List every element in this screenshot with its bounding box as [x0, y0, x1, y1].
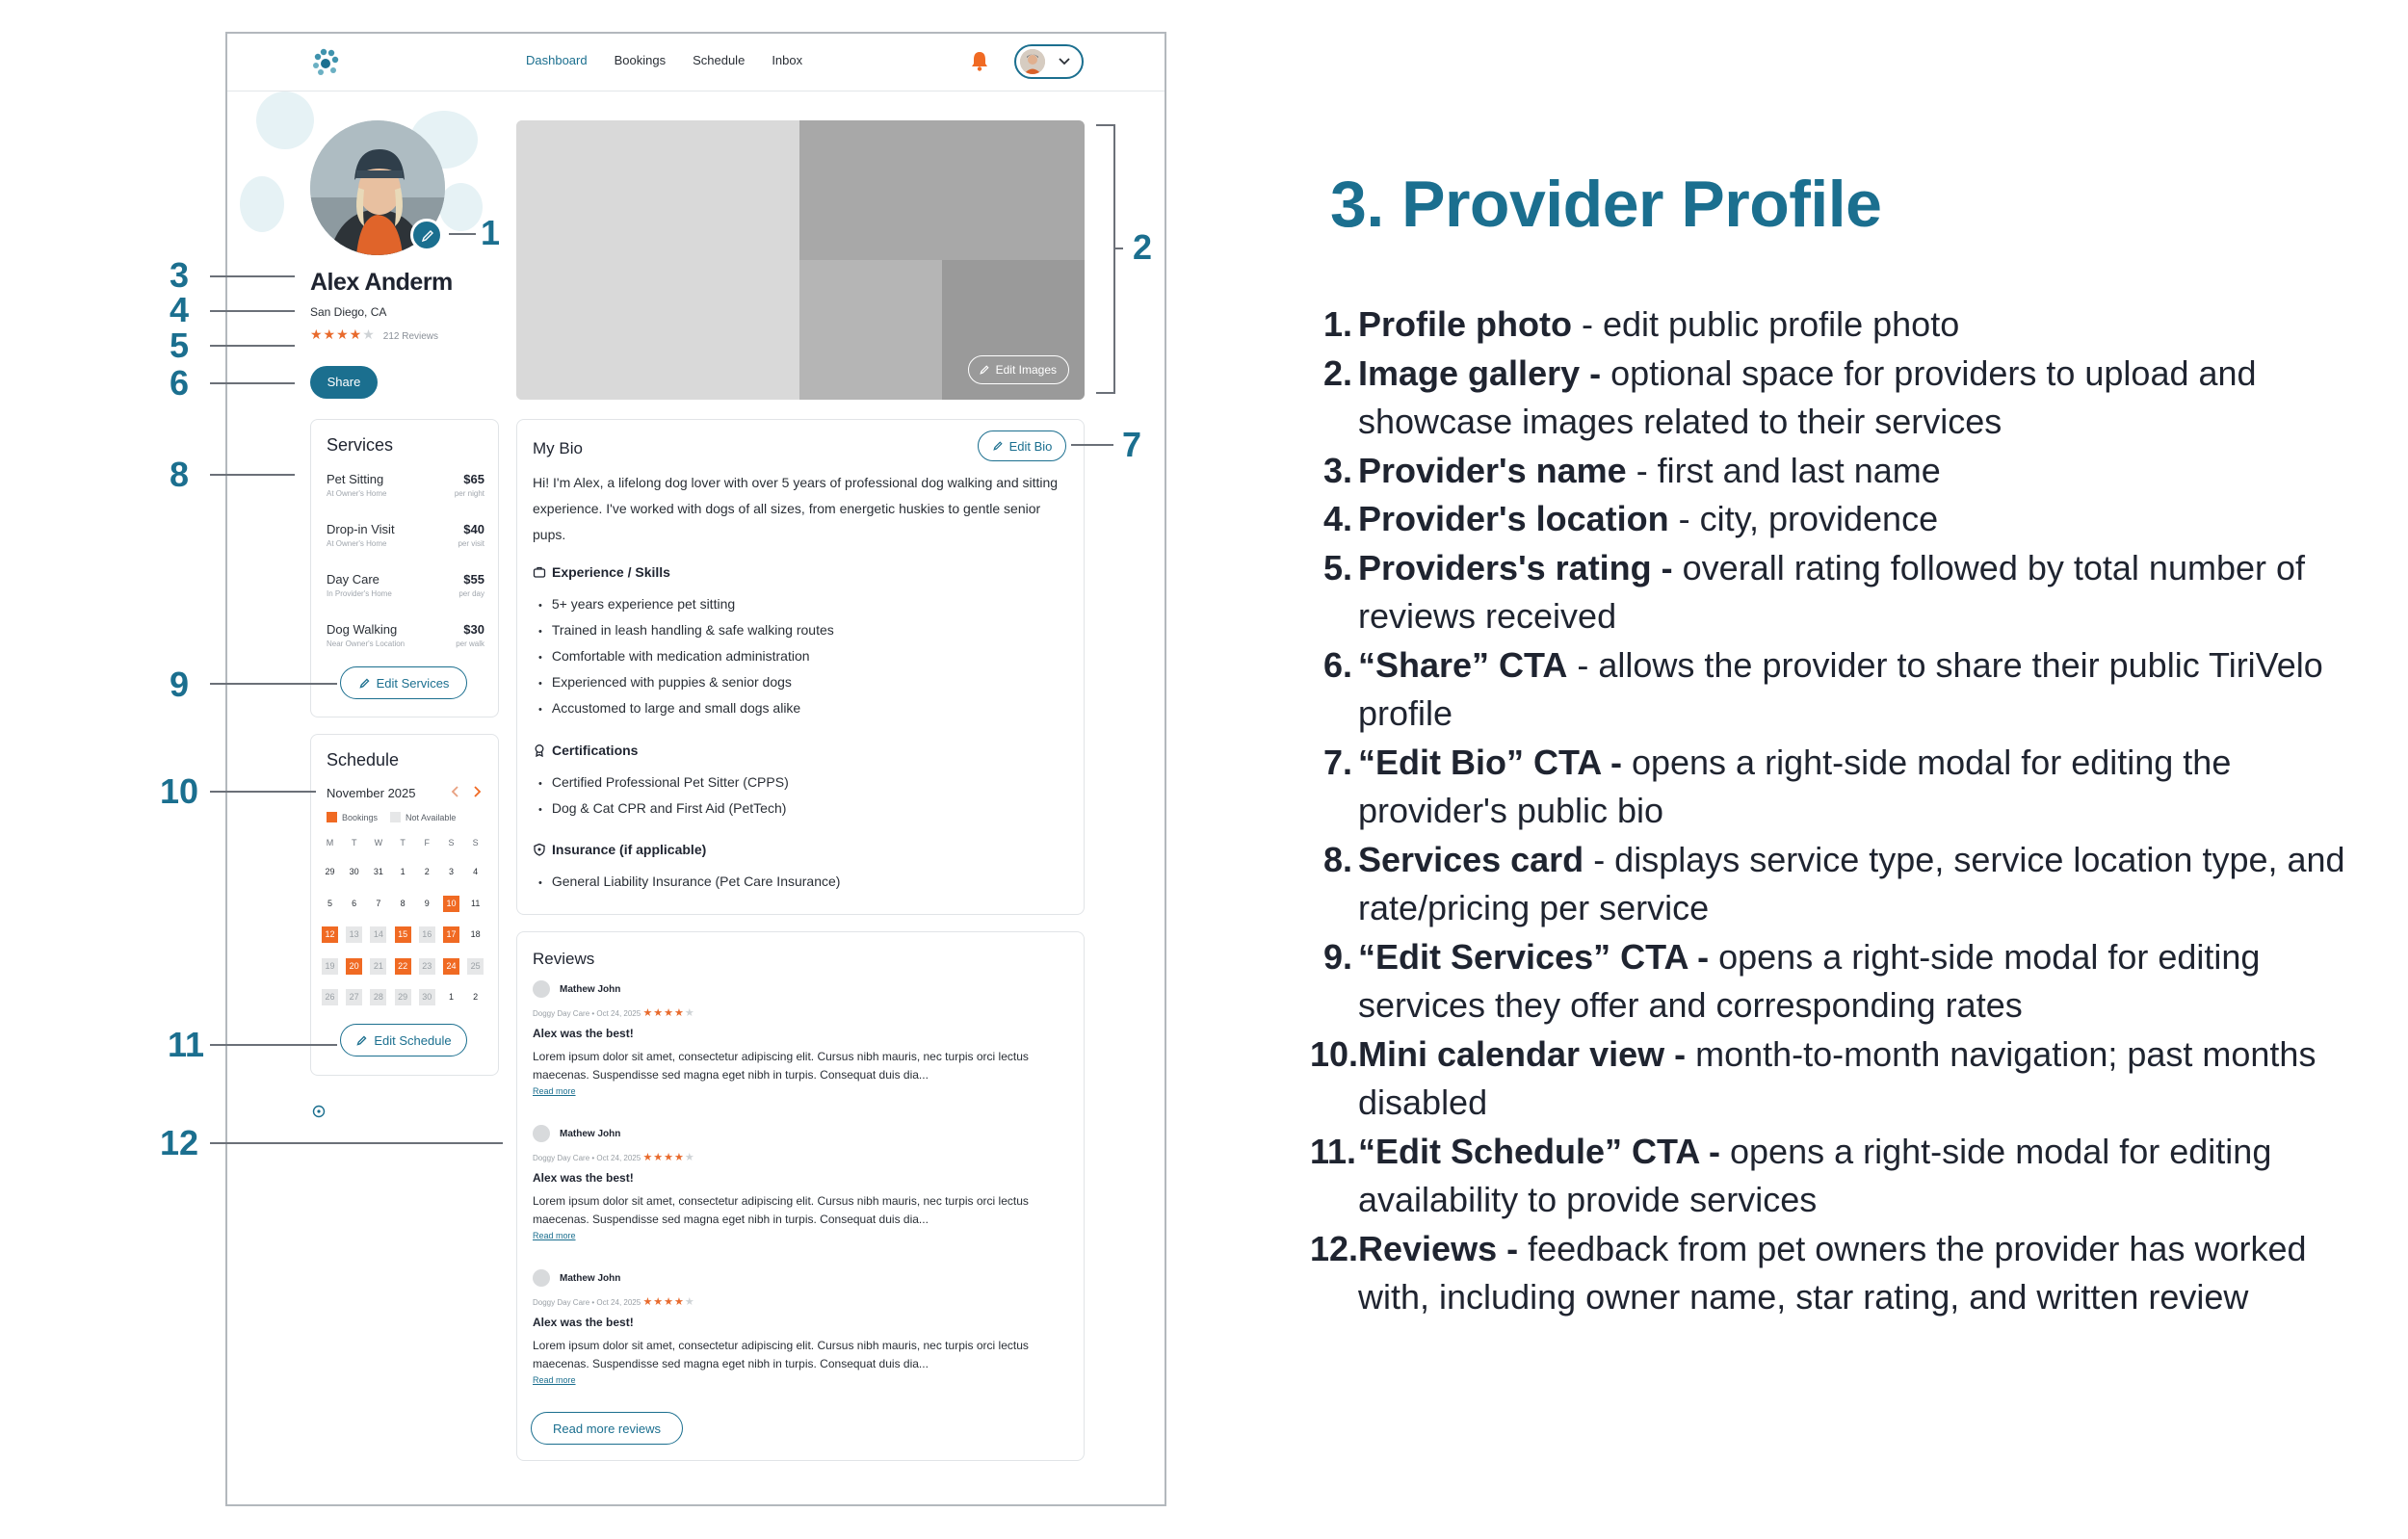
- cert-title: Certifications: [552, 743, 639, 758]
- callout-10: 10: [160, 771, 199, 811]
- callout-line: [210, 345, 295, 347]
- annotation-number: 8.: [1322, 839, 1352, 879]
- callout-line: [210, 1142, 503, 1144]
- insurance-heading: [533, 842, 706, 857]
- service-unit: per night: [454, 489, 484, 498]
- calendar-day[interactable]: 10: [443, 896, 459, 912]
- annotation-desc: opens a right-side modal for editing services they offer and corresponding rates: [1358, 936, 2261, 1025]
- share-button[interactable]: Share: [310, 366, 378, 399]
- provider-rating: [310, 326, 438, 343]
- callout-2: 2: [1133, 227, 1153, 267]
- calendar-day[interactable]: 16: [419, 926, 435, 943]
- annotation-term: “Edit Services” CTA -: [1358, 936, 1710, 977]
- annotation-list: [1310, 300, 2379, 1322]
- calendar-weekday: T: [400, 838, 406, 848]
- annotation-desc: optional space for providers to upload and showcase images related to their services: [1358, 352, 2257, 441]
- review-body: Lorem ipsum dolor sit amet, consectetur adipiscing elit. Cursus nibh mauris, nec turpis orci lectus maecenas. Suspendisse sed magna eget nibh in turpis. Consequat duis dia...: [533, 1339, 1029, 1370]
- experience-title: Experience / Skills: [552, 564, 670, 580]
- month-nav: [446, 783, 484, 800]
- reviewer-name: Mathew John: [560, 1128, 621, 1139]
- review-item: [533, 1269, 1070, 1385]
- bio-card: [516, 419, 1085, 915]
- calendar-weekday: F: [424, 838, 431, 848]
- pencil-icon: [355, 1034, 368, 1047]
- callout-line: [210, 791, 316, 793]
- review-meta: Doggy Day Care • Oct 24, 2025: [533, 1009, 641, 1018]
- annotation-number: 3.: [1322, 450, 1352, 490]
- rating-stars: ★★★★: [310, 326, 363, 342]
- bell-icon[interactable]: [969, 49, 990, 72]
- review-body: Lorem ipsum dolor sit amet, consectetur adipiscing elit. Cursus nibh mauris, nec turpis orci lectus maecenas. Suspendisse sed magna eget nibh in turpis. Consequat duis dia...: [533, 1050, 1029, 1082]
- service-location: At Owner's Home: [327, 539, 387, 548]
- legend-bookings: Bookings: [342, 812, 379, 822]
- annotation-item: [1310, 641, 2379, 739]
- chevron-left-icon: [453, 787, 458, 796]
- callout-8: 8: [170, 455, 190, 494]
- annotation-number: 12.: [1310, 1228, 1359, 1268]
- edit-schedule-label: Edit Schedule: [374, 1032, 452, 1048]
- list-item: • 5+ years experience pet sitting: [538, 591, 834, 617]
- callout-line: [1071, 444, 1113, 446]
- pencil-icon: [358, 677, 371, 690]
- list-item: • Accustomed to large and small dogs alike: [538, 695, 834, 721]
- annotation-desc: - allows the provider to share their public TiriVelo profile: [1358, 644, 2323, 733]
- annotation-number: 2.: [1322, 352, 1352, 393]
- gallery-image[interactable]: [799, 260, 942, 400]
- gallery-image[interactable]: [799, 120, 1085, 260]
- briefcase-icon: [533, 565, 546, 579]
- calendar-day[interactable]: 8: [400, 898, 406, 908]
- calendar-weekday: S: [448, 838, 455, 848]
- reviewer-avatar: [533, 1269, 550, 1287]
- edit-photo-button[interactable]: [410, 219, 443, 251]
- callout-line: [210, 310, 295, 312]
- pencil-icon: [992, 440, 1004, 452]
- edit-schedule-button[interactable]: [340, 1024, 467, 1056]
- annotation-term: Provider's location: [1358, 499, 1669, 538]
- annotation-number: 9.: [1322, 936, 1352, 977]
- service-unit: per walk: [456, 639, 484, 648]
- badge-icon: [533, 743, 546, 757]
- calendar-day[interactable]: 28: [370, 989, 386, 1005]
- callout-line: [210, 382, 295, 384]
- edit-services-label: Edit Services: [376, 675, 450, 691]
- cert-list: [538, 770, 789, 822]
- annotation-term: “Edit Bio” CTA -: [1358, 742, 1622, 782]
- annotation-desc: opens a right-side modal for editing the provider's public bio: [1358, 742, 2232, 830]
- ins-title: Insurance (if applicable): [552, 842, 707, 857]
- callout-line: [210, 474, 295, 476]
- callout-3: 3: [170, 255, 190, 295]
- pencil-icon: [420, 228, 435, 244]
- paw-decoration: [256, 91, 314, 149]
- edit-images-button[interactable]: [968, 355, 1069, 384]
- legend-na-swatch: [390, 812, 401, 822]
- annotation-desc: - displays service type, service location type, and rate/pricing per service: [1358, 839, 2345, 927]
- chevron-right-icon: [475, 787, 480, 796]
- service-item: [327, 572, 484, 598]
- service-price: $30: [463, 622, 484, 637]
- annotation-number: 7.: [1322, 742, 1352, 782]
- provider-location: San Diego, CA: [310, 305, 387, 319]
- annotation-desc: - edit public profile photo: [1571, 304, 1960, 344]
- callout-line: [210, 683, 337, 685]
- tirivelo-logo[interactable]: [310, 46, 341, 77]
- calendar-day[interactable]: 2: [473, 992, 479, 1002]
- service-location: At Owner's Home: [327, 489, 387, 498]
- nav-inbox[interactable]: Inbox: [772, 53, 803, 67]
- calendar-day[interactable]: 1: [400, 867, 406, 876]
- legend-na: Not Available: [406, 812, 457, 822]
- nav-schedule[interactable]: Schedule: [693, 53, 746, 67]
- annotation-number: 5.: [1322, 547, 1352, 587]
- calendar-day[interactable]: 5: [327, 898, 332, 908]
- service-location: In Provider's Home: [327, 589, 392, 598]
- annotation-number: 1.: [1322, 304, 1352, 344]
- calendar-day[interactable]: 12: [322, 926, 338, 943]
- calendar-day[interactable]: 20: [346, 958, 362, 975]
- annotation-term: Image gallery -: [1358, 352, 1602, 393]
- calendar-day[interactable]: 31: [373, 867, 383, 876]
- calendar-day[interactable]: 7: [376, 898, 381, 908]
- read-more-link[interactable]: Read more: [533, 1086, 576, 1096]
- annotation-desc: feedback from pet owners the provider has worked with, including owner name, star rating, and written review: [1358, 1228, 2307, 1317]
- review-star-empty: ★: [684, 1007, 695, 1019]
- calendar-month: November 2025: [327, 786, 416, 800]
- list-item: • General Liability Insurance (Pet Care Insurance): [538, 869, 840, 895]
- callout-12: 12: [160, 1123, 199, 1162]
- edit-services-button[interactable]: [340, 666, 467, 699]
- annotation-item: [1310, 739, 2379, 836]
- list-item: • Trained in leash handling & safe walking routes: [538, 617, 834, 643]
- service-price: $40: [463, 522, 484, 536]
- read-more-link[interactable]: Read more: [533, 1375, 576, 1385]
- calendar-legend: [327, 812, 456, 822]
- reviews-card: [516, 931, 1085, 1461]
- bio-text: Hi! I'm Alex, a lifelong dog lover with over 5 years of professional dog walking and sitting experience. I've worked with dogs of all sizes, from energetic huskies to gentle senior pups.: [533, 475, 1059, 542]
- gallery-bracket: [1096, 124, 1115, 394]
- calendar-weekday: M: [326, 838, 334, 848]
- help-icon[interactable]: [312, 1105, 326, 1118]
- service-price: $55: [463, 572, 484, 587]
- reviewer-name: Mathew John: [560, 983, 621, 995]
- calendar-day[interactable]: 18: [470, 929, 481, 939]
- gallery-image[interactable]: [516, 120, 799, 400]
- review-stars-filled: ★★★★: [642, 1296, 685, 1308]
- annotation-term: Profile photo: [1358, 304, 1572, 344]
- calendar-day[interactable]: 11: [471, 898, 481, 908]
- experience-list: [538, 591, 834, 721]
- read-more-reviews-button[interactable]: [531, 1412, 683, 1445]
- annotation-term: “Share” CTA: [1358, 644, 1568, 685]
- schedule-title: Schedule: [327, 750, 400, 770]
- calendar-weekday: T: [351, 838, 357, 848]
- annotation-item: [1310, 447, 2379, 496]
- paw-decoration: [439, 183, 483, 231]
- annotation-item: [1310, 933, 2379, 1030]
- calendar-day[interactable]: 29: [325, 867, 335, 876]
- calendar-day[interactable]: 29: [395, 989, 411, 1005]
- reviews-count[interactable]: 212 Reviews: [382, 331, 439, 342]
- review-body: Lorem ipsum dolor sit amet, consectetur adipiscing elit. Cursus nibh mauris, nec turpis orci lectus maecenas. Suspendisse sed magna eget nibh in turpis. Consequat duis dia...: [533, 1194, 1029, 1226]
- calendar-day[interactable]: 2: [424, 867, 430, 876]
- callout-line: [1115, 248, 1123, 249]
- calendar-weekday: S: [472, 838, 479, 848]
- calendar-day[interactable]: 19: [322, 958, 338, 975]
- reviewer-name: Mathew John: [560, 1272, 621, 1284]
- annotation-term: “Edit Schedule” CTA -: [1358, 1131, 1721, 1171]
- review-headline: Alex was the best!: [533, 1316, 634, 1329]
- callout-9: 9: [170, 665, 190, 704]
- calendar-day[interactable]: 6: [352, 898, 357, 908]
- provider-name: Alex Anderm: [310, 269, 453, 296]
- calendar-day[interactable]: 22: [395, 958, 411, 975]
- image-gallery[interactable]: [516, 120, 1085, 400]
- calendar-day[interactable]: 3: [448, 867, 454, 876]
- review-stars: [642, 1007, 694, 1019]
- service-unit: per day: [458, 589, 484, 598]
- service-name: Dog Walking: [327, 622, 398, 637]
- services-title: Services: [327, 435, 394, 455]
- annotation-desc: - city, providence: [1668, 499, 1939, 538]
- experience-heading: [533, 564, 670, 580]
- read-more-reviews-label: Read more reviews: [553, 1421, 661, 1436]
- annotation-number: 11.: [1310, 1131, 1357, 1171]
- calendar-day[interactable]: 27: [346, 989, 362, 1005]
- calendar-weekday: W: [374, 838, 383, 848]
- callout-4: 4: [170, 290, 190, 329]
- calendar-day[interactable]: 26: [322, 989, 338, 1005]
- nav-bookings[interactable]: Bookings: [614, 53, 667, 67]
- read-more-link[interactable]: Read more: [533, 1231, 576, 1240]
- schedule-card: [310, 734, 499, 1076]
- user-menu[interactable]: [1014, 44, 1084, 79]
- annotation-item: [1310, 544, 2379, 641]
- calendar-day[interactable]: 30: [349, 867, 359, 876]
- service-name: Pet Sitting: [327, 472, 384, 486]
- edit-bio-button[interactable]: [978, 430, 1066, 461]
- services-card: [310, 419, 499, 717]
- bio-title: My Bio: [533, 439, 583, 457]
- callout-7: 7: [1122, 425, 1142, 464]
- service-location: Near Owner's Location: [327, 639, 406, 648]
- rating-star-empty: ★: [362, 326, 376, 342]
- calendar-day[interactable]: 4: [473, 867, 479, 876]
- review-meta: Doggy Day Care • Oct 24, 2025: [533, 1154, 641, 1162]
- edit-bio-label: Edit Bio: [1008, 438, 1053, 454]
- paw-decoration: [240, 176, 284, 232]
- annotation-term: Mini calendar view -: [1358, 1033, 1687, 1074]
- annotation-term: Providers's rating -: [1358, 547, 1673, 587]
- review-stars: [642, 1152, 694, 1163]
- insurance-list: [538, 869, 840, 895]
- list-item: • Certified Professional Pet Sitter (CPPS): [538, 770, 789, 796]
- annotation-term: Services card: [1358, 839, 1584, 879]
- annotation-term: Reviews -: [1358, 1228, 1519, 1268]
- shield-icon: [533, 843, 546, 856]
- calendar-day[interactable]: 17: [443, 926, 459, 943]
- annotation-item: [1310, 1030, 2379, 1128]
- annotation-desc: month-to-month navigation; past months disabled: [1358, 1033, 2316, 1122]
- top-nav: [227, 34, 1165, 91]
- service-item: [327, 622, 484, 648]
- review-star-empty: ★: [684, 1152, 695, 1163]
- callout-line: [210, 275, 295, 277]
- review-star-empty: ★: [684, 1296, 695, 1308]
- review-stars-filled: ★★★★: [642, 1007, 685, 1019]
- annotation-number: 6.: [1322, 644, 1352, 685]
- service-price: $65: [463, 472, 484, 486]
- edit-images-label: Edit Images: [995, 363, 1057, 377]
- service-unit: per visit: [458, 539, 484, 548]
- chevron-down-icon: [1057, 53, 1072, 68]
- service-item: [327, 522, 484, 548]
- profile-mockup: [225, 32, 1166, 1506]
- pencil-icon: [979, 364, 990, 376]
- annotation-term: Provider's name: [1358, 450, 1627, 490]
- certifications-heading: [533, 743, 638, 758]
- service-name: Day Care: [327, 572, 380, 587]
- reviewer-avatar: [533, 1125, 550, 1142]
- review-item: [533, 980, 1070, 1096]
- calendar-day[interactable]: 24: [443, 958, 459, 975]
- calendar-day[interactable]: 23: [419, 958, 435, 975]
- review-headline: Alex was the best!: [533, 1027, 634, 1040]
- service-item: [327, 472, 484, 498]
- reviews-title: Reviews: [533, 950, 595, 968]
- calendar-day[interactable]: 30: [419, 989, 435, 1005]
- annotation-number: 4.: [1322, 499, 1352, 538]
- calendar-day[interactable]: 14: [370, 926, 386, 943]
- annotation-item: [1310, 1128, 2379, 1225]
- review-stars: [642, 1296, 694, 1308]
- annotation-item: [1310, 836, 2379, 933]
- calendar-day[interactable]: 25: [467, 958, 484, 975]
- callout-11: 11: [168, 1025, 205, 1064]
- calendar-day[interactable]: 15: [395, 926, 411, 943]
- callout-1: 1: [481, 213, 501, 252]
- review-headline: Alex was the best!: [533, 1171, 634, 1185]
- callout-5: 5: [170, 326, 190, 365]
- calendar-day[interactable]: 1: [448, 992, 454, 1002]
- service-name: Drop-in Visit: [327, 522, 395, 536]
- legend-bookings-swatch: [327, 812, 337, 822]
- annotation-item: [1310, 300, 2379, 350]
- annotation-desc: - first and last name: [1626, 450, 1941, 490]
- annotation-title: 3. Provider Profile: [1330, 168, 1882, 241]
- list-item: • Comfortable with medication administration: [538, 643, 834, 669]
- calendar-day[interactable]: 21: [370, 958, 386, 975]
- annotation-item: [1310, 495, 2379, 544]
- annotation-desc: overall rating followed by total number of reviews received: [1358, 547, 2306, 636]
- list-item: • Experienced with puppies & senior dogs: [538, 669, 834, 695]
- annotation-item: [1310, 350, 2379, 447]
- calendar-day[interactable]: 13: [346, 926, 362, 943]
- calendar-day[interactable]: 9: [424, 898, 430, 908]
- reviewer-avatar: [533, 980, 550, 998]
- annotation-item: [1310, 1225, 2379, 1322]
- callout-line: [449, 233, 476, 235]
- annotation-number: 10.: [1310, 1033, 1359, 1074]
- avatar: [1020, 49, 1045, 74]
- review-stars-filled: ★★★★: [642, 1152, 685, 1163]
- nav-dashboard[interactable]: Dashboard: [526, 53, 588, 67]
- callout-line: [210, 1044, 337, 1046]
- list-item: • Dog & Cat CPR and First Aid (PetTech): [538, 796, 789, 822]
- review-item: [533, 1125, 1070, 1240]
- callout-6: 6: [170, 363, 190, 403]
- review-meta: Doggy Day Care • Oct 24, 2025: [533, 1298, 641, 1307]
- annotation-desc: opens a right-side modal for editing availability to provide services: [1358, 1131, 2272, 1219]
